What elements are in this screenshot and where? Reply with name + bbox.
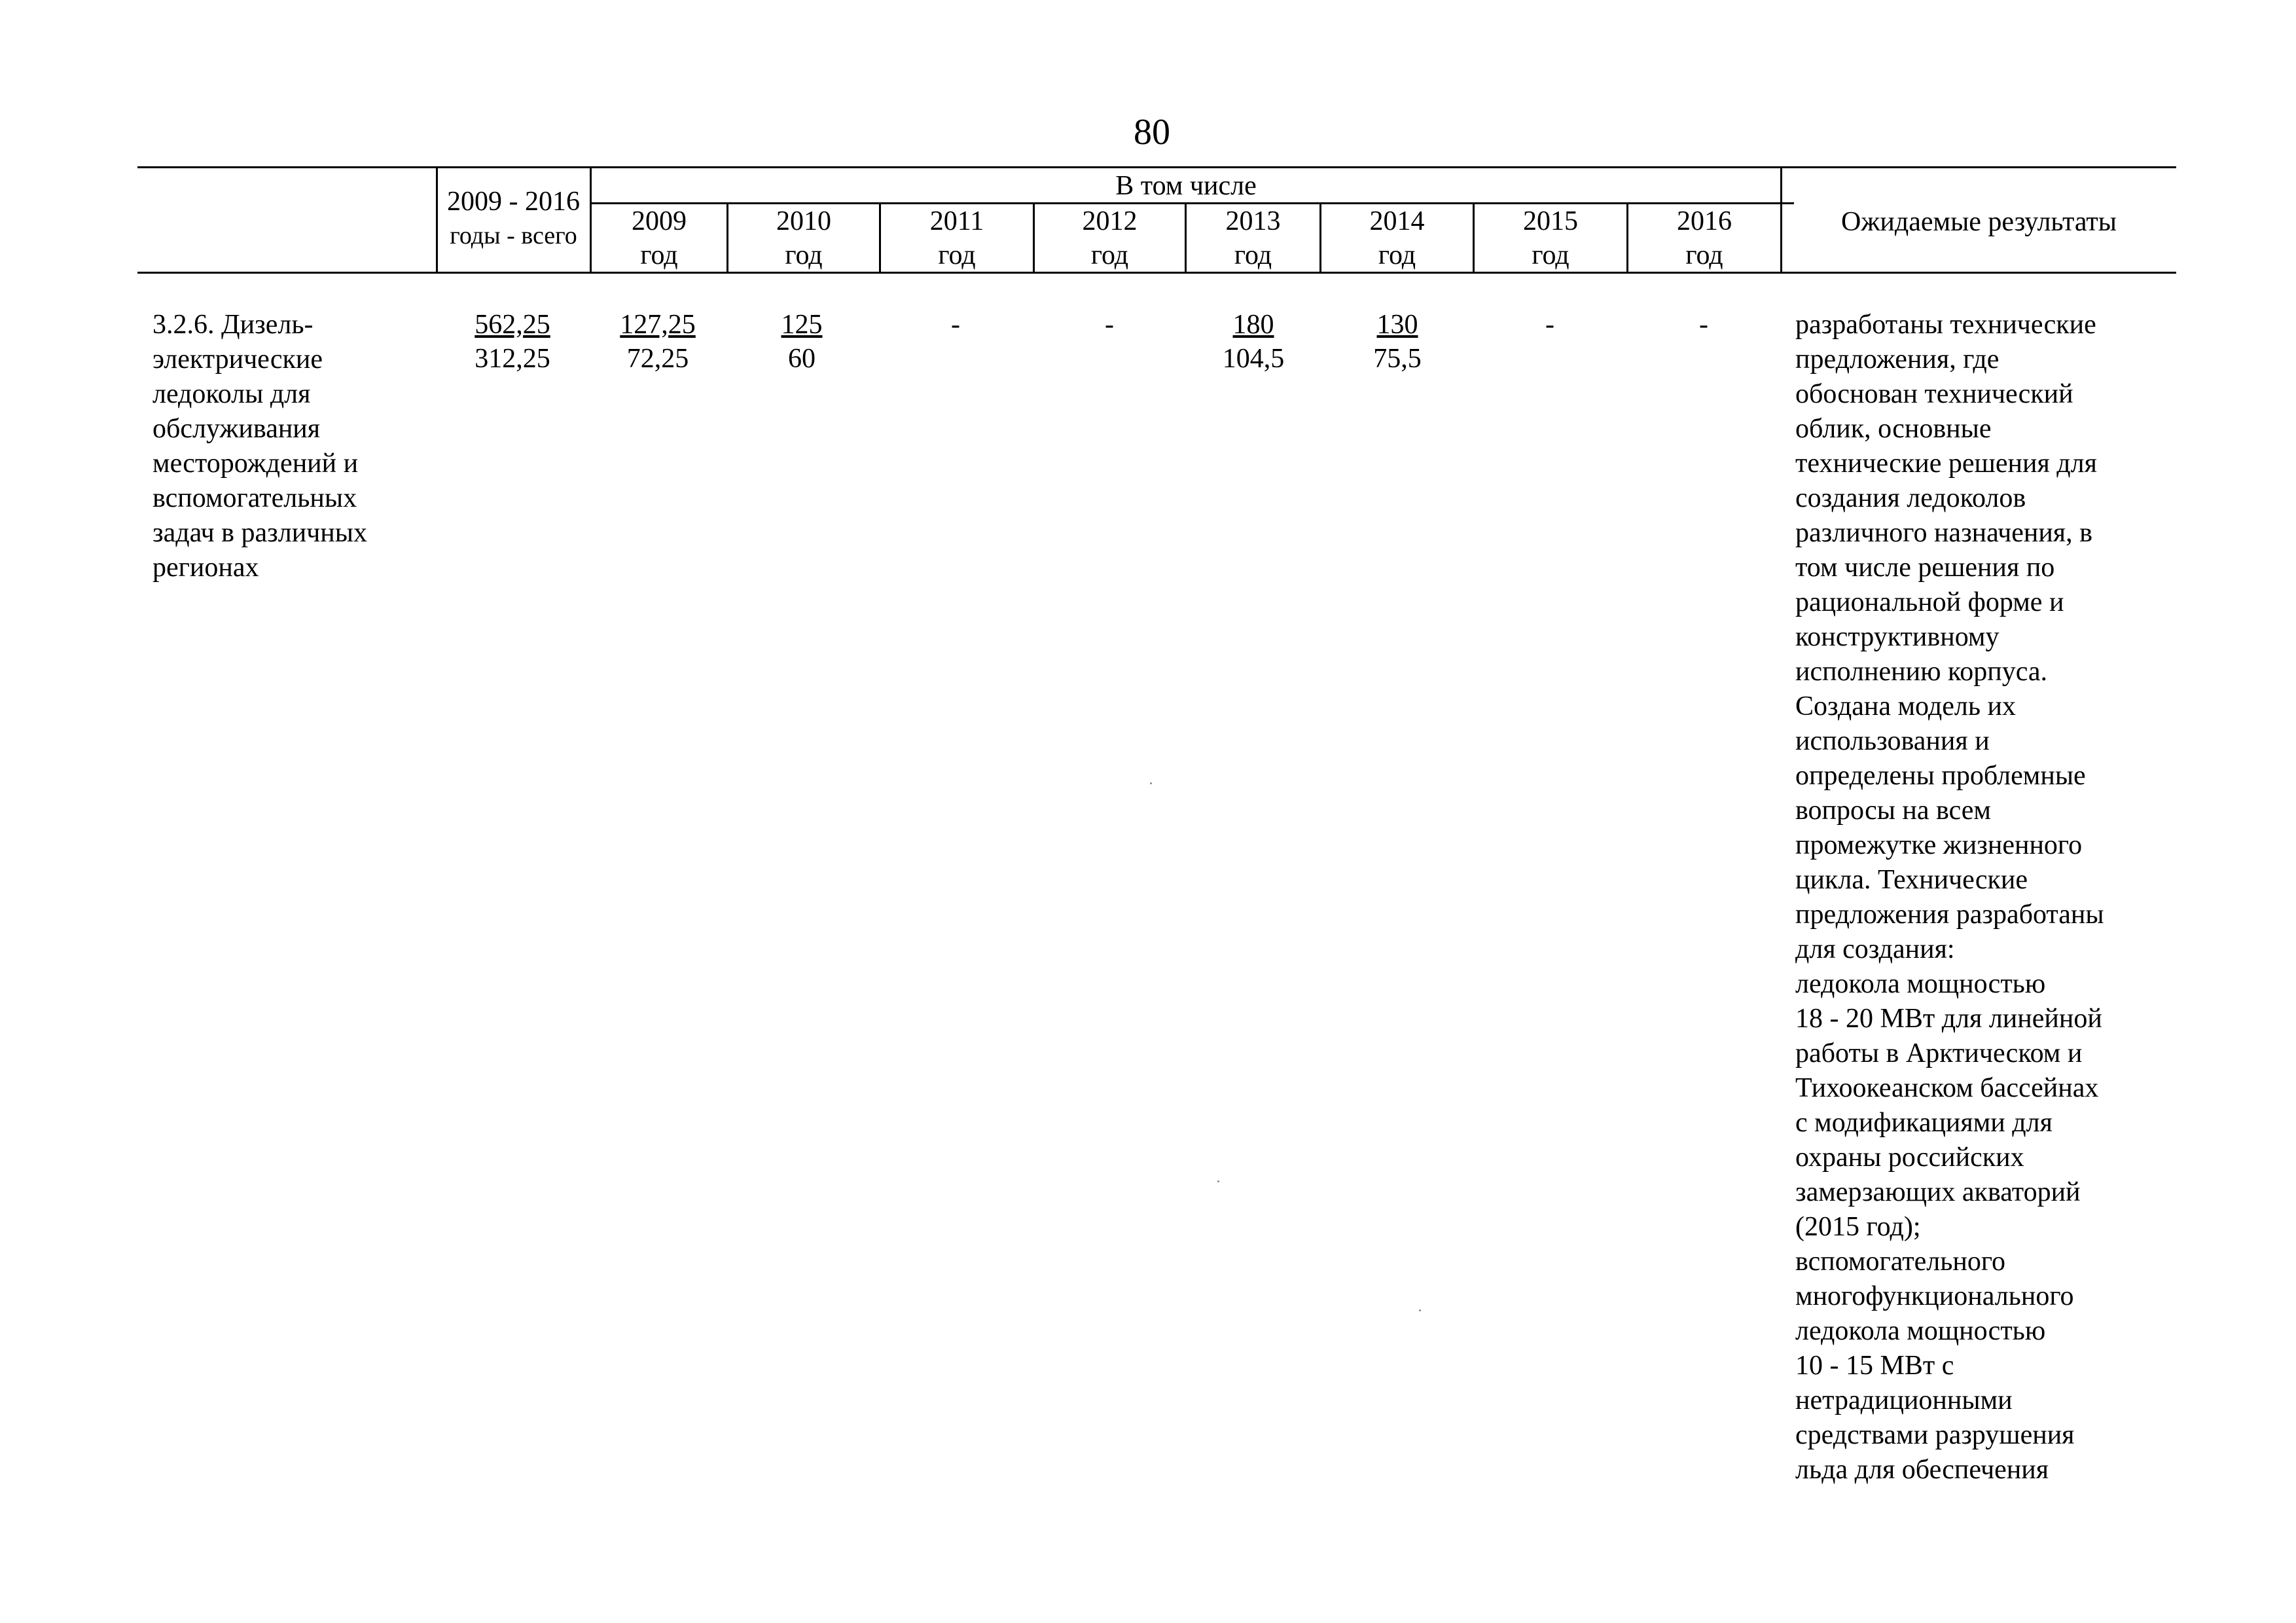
table-top-border [137, 166, 2176, 168]
header-year-2011: 2011 год [929, 206, 984, 270]
total-value-top: 562,25 [475, 310, 550, 340]
value-2015: - [1545, 310, 1554, 340]
value-2016: - [1699, 310, 1708, 340]
header-total-label [436, 185, 591, 253]
page-number: 80 [1134, 112, 1170, 153]
scan-speck [1217, 1180, 1219, 1182]
header-total-line1: 2009 - 2016 [447, 187, 580, 217]
scan-speck [1419, 1309, 1421, 1311]
header-results-label: Ожидаемые результаты [1841, 207, 2117, 237]
expected-results-text: разработаны технические предложения, где обоснован технический облик, основные технические решения для создания ледоколов различного назначения, в том числе решения по рациональной форме и конструктивному исполнению корпуса. Создана модель их использования и определены проблемные вопросы на всем промежутке жизненного цикла. Технические предложения разработаны для создания: ледокола мощностью 18 - 20 МВт для линейной работы в Арктическом и Тихоокеанском бассейнах с модификациями для охраны российских замерзающих акваторий (2015 год); вспомогательного многофункционального ледокола мощностью 10 - 15 МВт с нетрадиционными средствами разрушения льда для обеспечения [1795, 310, 2104, 1485]
header-year-2016: 2016 год [1677, 206, 1732, 270]
value-2011: - [951, 310, 960, 340]
header-year-2009: 2009 год [632, 206, 687, 270]
row-description: 3.2.6. Дизель- электрические ледоколы для обслуживания месторождений и вспомогательных задач в различных регионах [152, 310, 368, 583]
value-2013: 180 104,5 [1222, 310, 1285, 374]
header-year-2014: 2014 год [1369, 206, 1425, 270]
header-year-2010: 2010 год [776, 206, 831, 270]
header-year-2013: 2013 год [1225, 206, 1281, 270]
header-year-2015: 2015 год [1523, 206, 1578, 270]
value-2009: 127,25 72,25 [620, 310, 696, 374]
scan-speck [1150, 782, 1152, 784]
header-total-line2: годы - всего [450, 222, 577, 249]
value-2012: - [1105, 310, 1114, 340]
header-group-label: В том числе [1115, 171, 1257, 201]
header-year-2012: 2012 год [1082, 206, 1138, 270]
total-value [447, 308, 578, 376]
total-value-bottom: 312,25 [475, 344, 550, 374]
value-2010: 125 60 [781, 310, 823, 374]
value-2014: 130 75,5 [1373, 310, 1422, 374]
